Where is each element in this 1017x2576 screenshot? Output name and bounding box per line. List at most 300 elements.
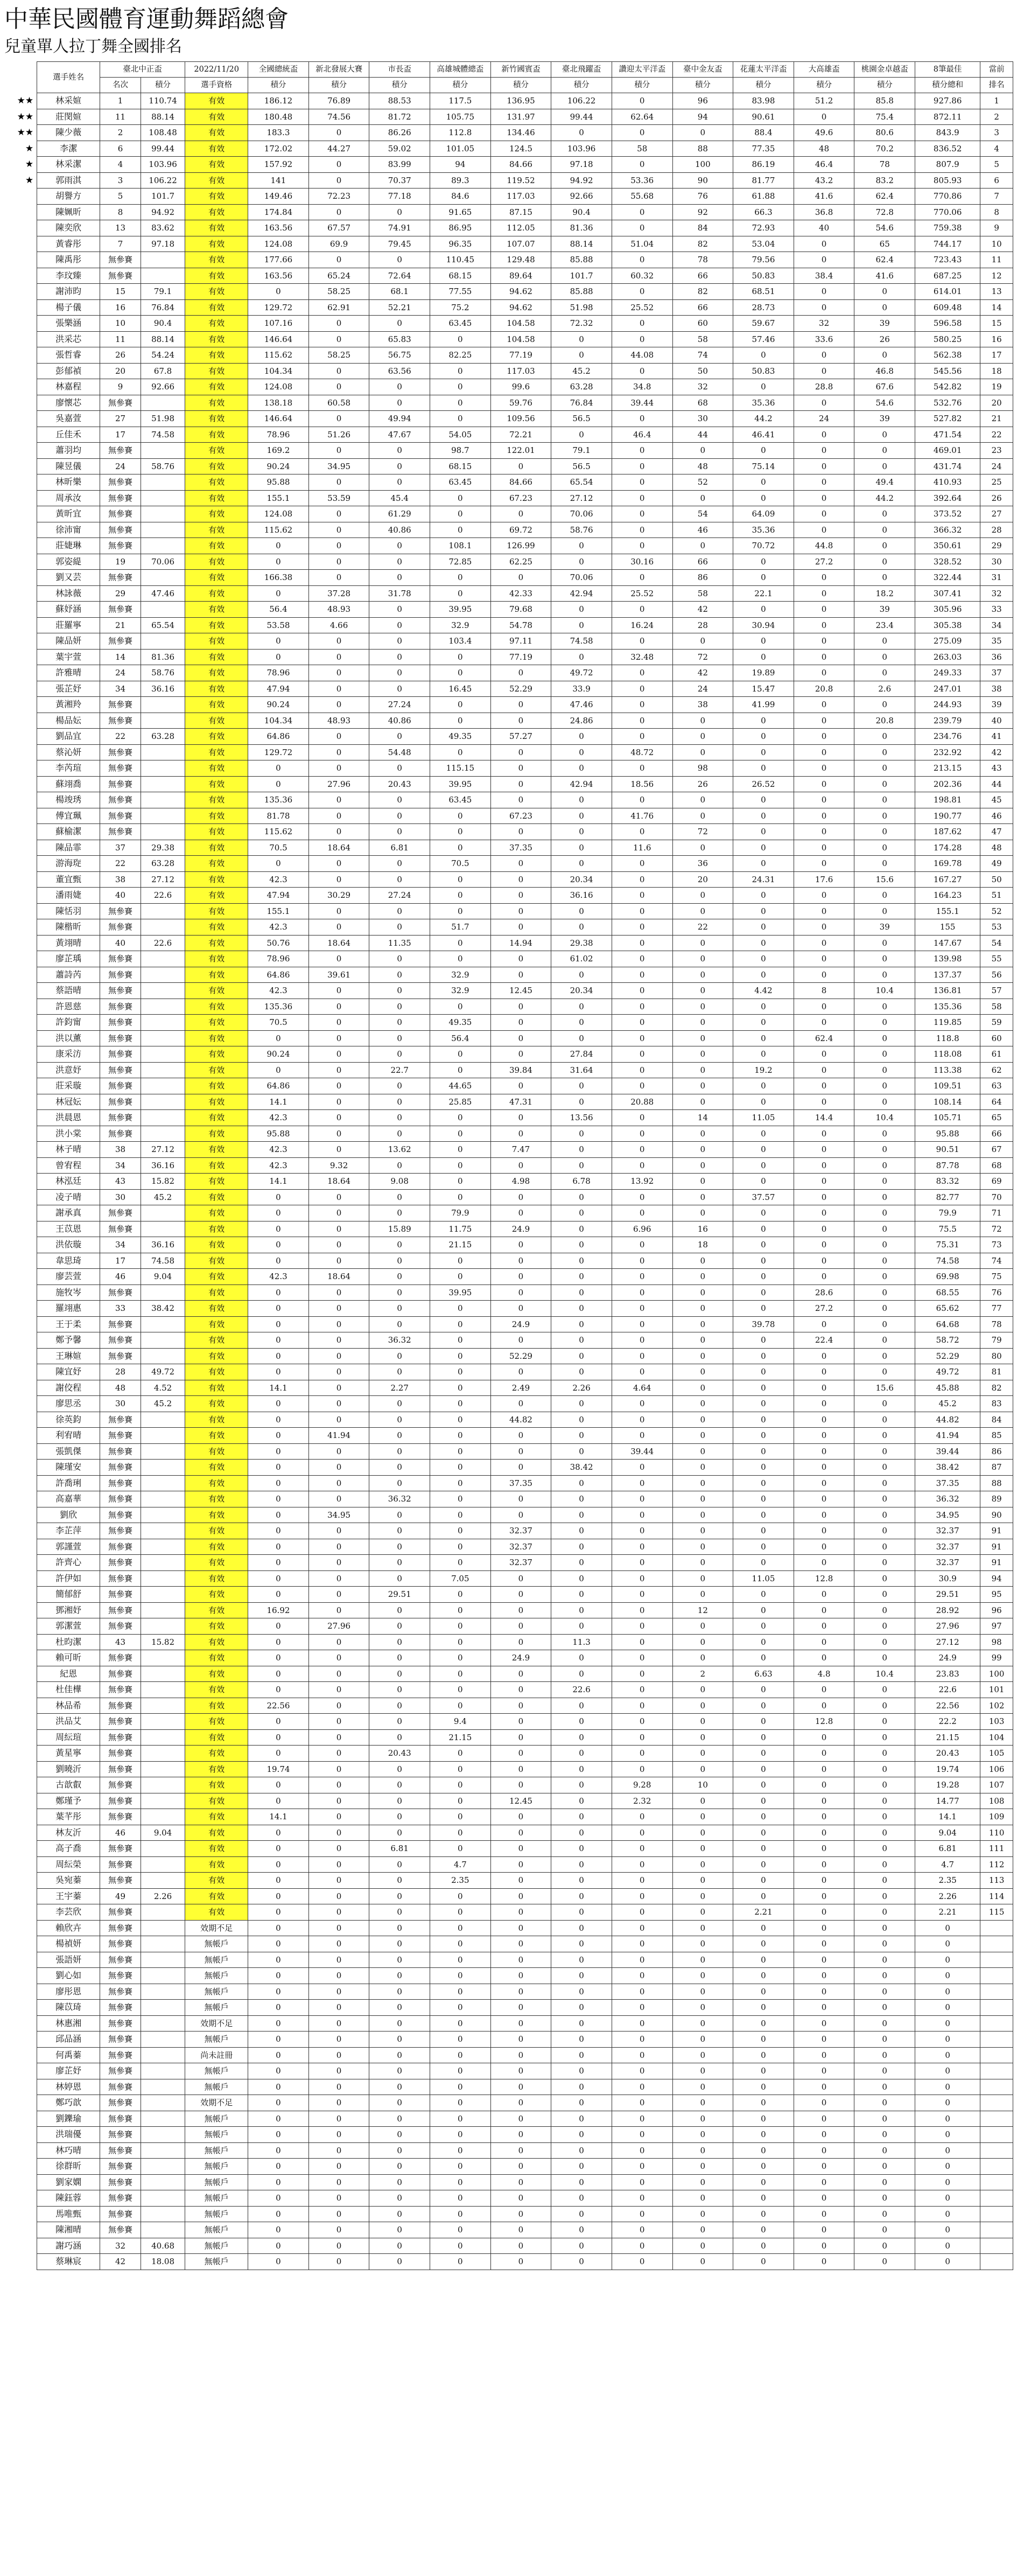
ranking-stars xyxy=(4,554,37,570)
event-score-cell: 0 xyxy=(369,1984,430,2000)
table-row xyxy=(4,1380,1013,1396)
event-score-cell: 0 xyxy=(854,1904,915,1921)
event-score-cell: 22.1 xyxy=(733,585,794,602)
event-score-cell: 0 xyxy=(248,1189,309,1205)
qualification-status: 有效 xyxy=(185,125,248,141)
event-score-cell: 0 xyxy=(612,1396,672,1412)
ranking-stars xyxy=(4,1126,37,1142)
event-score-cell: 106.22 xyxy=(551,93,612,109)
total-score: 307.41 xyxy=(915,585,980,602)
event-score-cell: 0 xyxy=(672,1157,733,1174)
event-score-cell: 0 xyxy=(733,1746,794,1762)
event-score-cell: 31.64 xyxy=(551,1062,612,1078)
event-score-cell: 0 xyxy=(369,2047,430,2063)
event-score-cell: 0 xyxy=(308,1142,369,1158)
event-score-cell: 0 xyxy=(733,935,794,951)
event-score-cell: 0 xyxy=(430,1904,491,1921)
event-score-cell: 0 xyxy=(308,2254,369,2270)
current-rank xyxy=(980,1984,1013,2000)
ranking-stars xyxy=(4,1873,37,1889)
taipei-cup-score xyxy=(141,506,185,522)
athlete-name: 徐英鈞 xyxy=(37,1412,100,1428)
event-score-cell: 0 xyxy=(672,1428,733,1444)
ranking-stars xyxy=(4,585,37,602)
table-row xyxy=(4,1602,1013,1618)
event-score-cell: 0 xyxy=(430,1698,491,1714)
event-score-cell: 23.4 xyxy=(854,617,915,633)
current-rank: 59 xyxy=(980,1015,1013,1031)
total-score: 139.98 xyxy=(915,951,980,967)
event-score-cell: 0 xyxy=(430,363,491,379)
event-score-cell: 0 xyxy=(672,2142,733,2159)
table-row xyxy=(4,681,1013,697)
event-score-cell: 0 xyxy=(612,1015,672,1031)
event-score-cell: 42 xyxy=(672,602,733,618)
event-header: 花蓮太平洋盃 xyxy=(733,62,794,78)
taipei-cup-rank: 無參賽 xyxy=(100,1094,141,1110)
event-score-cell: 32.37 xyxy=(490,1523,551,1539)
qualification-status: 有效 xyxy=(185,649,248,665)
athlete-name: 林子晴 xyxy=(37,1142,100,1158)
event-score-cell: 39.61 xyxy=(308,967,369,983)
event-score-cell: 34.8 xyxy=(612,379,672,395)
ranking-stars xyxy=(4,427,37,443)
event-score-cell: 0 xyxy=(551,1952,612,1968)
event-score-cell: 172.02 xyxy=(248,141,309,157)
total-score: 328.52 xyxy=(915,554,980,570)
event-score-cell: 0 xyxy=(248,554,309,570)
event-score-cell: 0 xyxy=(854,1094,915,1110)
ranking-stars xyxy=(4,570,37,586)
event-score-cell: 0 xyxy=(672,1364,733,1380)
event-score-cell: 0 xyxy=(248,1237,309,1253)
event-score-cell: 0 xyxy=(430,1428,491,1444)
event-score-cell: 0 xyxy=(369,1348,430,1364)
event-score-cell: 0 xyxy=(369,2206,430,2222)
event-score-cell: 0 xyxy=(308,1094,369,1110)
event-score-cell: 0 xyxy=(490,1126,551,1142)
total-score: 614.01 xyxy=(915,284,980,300)
taipei-cup-rank: 40 xyxy=(100,888,141,904)
event-score-cell: 0 xyxy=(490,1714,551,1730)
taipei-cup-rank: 43 xyxy=(100,1634,141,1650)
taipei-cup-score xyxy=(141,1221,185,1237)
event-score-cell: 0 xyxy=(733,760,794,777)
event-score-cell: 57.27 xyxy=(490,729,551,745)
athlete-name: 高嘉華 xyxy=(37,1491,100,1507)
table-row xyxy=(4,363,1013,379)
event-score-cell: 0 xyxy=(551,1428,612,1444)
total-score: 596.58 xyxy=(915,316,980,332)
event-score-cell: 0 xyxy=(672,2159,733,2175)
taipei-cup-rank: 無參賽 xyxy=(100,2095,141,2111)
current-rank: 31 xyxy=(980,570,1013,586)
event-score-cell: 0 xyxy=(308,2238,369,2254)
event-score-cell: 14.1 xyxy=(248,1094,309,1110)
event-score-cell: 0 xyxy=(308,649,369,665)
event-score-cell: 0 xyxy=(308,1729,369,1746)
event-score-cell: 0 xyxy=(308,1237,369,1253)
event-score-cell: 58.25 xyxy=(308,284,369,300)
event-score-cell: 0 xyxy=(430,1174,491,1190)
taipei-cup-score xyxy=(141,1904,185,1921)
event-score-cell: 6.63 xyxy=(733,1666,794,1682)
total-score: 24.9 xyxy=(915,1650,980,1666)
event-score-cell: 0 xyxy=(490,1952,551,1968)
taipei-cup-score: 54.24 xyxy=(141,347,185,364)
event-score-cell: 0 xyxy=(430,1666,491,1682)
taipei-cup-score xyxy=(141,1809,185,1825)
event-score-cell: 0 xyxy=(854,903,915,919)
event-score-cell: 8 xyxy=(794,983,854,999)
event-score-cell: 0 xyxy=(308,1030,369,1046)
current-rank: 67 xyxy=(980,1142,1013,1158)
event-score-cell: 0 xyxy=(854,1856,915,1873)
event-score-cell: 0 xyxy=(248,1904,309,1921)
current-rank: 19 xyxy=(980,379,1013,395)
table-row xyxy=(4,1157,1013,1174)
event-score-cell: 41.6 xyxy=(854,268,915,284)
event-score-cell: 42.33 xyxy=(490,585,551,602)
event-score-cell: 155.1 xyxy=(248,490,309,506)
event-score-cell: 115.62 xyxy=(248,347,309,364)
event-score-cell: 0 xyxy=(551,2127,612,2143)
event-score-cell: 0 xyxy=(794,1428,854,1444)
event-score-cell: 0 xyxy=(672,1746,733,1762)
event-score-cell: 81.77 xyxy=(733,172,794,189)
ranking-stars xyxy=(4,411,37,427)
event-score-cell: 0 xyxy=(672,1301,733,1317)
event-score-cell: 0 xyxy=(794,490,854,506)
event-score-cell: 0 xyxy=(733,967,794,983)
current-rank: 22 xyxy=(980,427,1013,443)
event-score-cell: 0 xyxy=(369,2095,430,2111)
taipei-cup-rank: 33 xyxy=(100,1301,141,1317)
event-score-cell: 39 xyxy=(854,316,915,332)
ranking-stars xyxy=(4,1205,37,1221)
event-score-cell: 0 xyxy=(369,856,430,872)
event-score-cell: 0 xyxy=(369,1618,430,1635)
event-score-cell: 0 xyxy=(369,554,430,570)
event-header: 市長盃 xyxy=(369,62,430,78)
qualification-status: 有效 xyxy=(185,1078,248,1094)
event-score-cell: 0 xyxy=(369,1284,430,1301)
table-row xyxy=(4,2063,1013,2079)
event-score-cell: 81.78 xyxy=(248,808,309,824)
ranking-stars: ★★ xyxy=(17,95,34,107)
event-score-cell: 0 xyxy=(612,983,672,999)
taipei-cup-score: 29.38 xyxy=(141,840,185,856)
event-score-cell: 78.96 xyxy=(248,951,309,967)
event-score-cell: 81.36 xyxy=(551,220,612,236)
event-score-cell: 0 xyxy=(430,1396,491,1412)
athlete-name: 葉宇萱 xyxy=(37,649,100,665)
event-score-cell: 0 xyxy=(794,840,854,856)
total-score: 562.38 xyxy=(915,347,980,364)
event-score-cell: 0 xyxy=(430,1841,491,1857)
event-score-cell: 0 xyxy=(369,729,430,745)
ranking-stars: ★★ xyxy=(17,127,34,138)
current-rank: 101 xyxy=(980,1682,1013,1698)
qualification-status: 有效 xyxy=(185,776,248,792)
event-score-cell: 0 xyxy=(733,1142,794,1158)
event-score-cell: 0 xyxy=(854,1602,915,1618)
event-score-cell: 0 xyxy=(854,1015,915,1031)
event-score-cell: 94.62 xyxy=(490,299,551,316)
athlete-name: 許齊心 xyxy=(37,1555,100,1571)
event-score-cell: 27.96 xyxy=(308,1618,369,1635)
athlete-name: 楊子儀 xyxy=(37,299,100,316)
event-score-cell: 110.45 xyxy=(430,252,491,268)
event-score-cell: 0 xyxy=(308,1460,369,1476)
event-score-cell: 42 xyxy=(672,665,733,681)
taipei-cup-rank: 無參賽 xyxy=(100,951,141,967)
taipei-cup-rank: 無參賽 xyxy=(100,2159,141,2175)
taipei-cup-score xyxy=(141,1650,185,1666)
event-score-cell: 0 xyxy=(794,602,854,618)
event-score-cell: 0 xyxy=(854,1301,915,1317)
total-score: 68.55 xyxy=(915,1284,980,1301)
event-score-cell: 0 xyxy=(430,1460,491,1476)
taipei-cup-score: 58.76 xyxy=(141,665,185,681)
event-score-cell: 96 xyxy=(672,93,733,109)
event-score-cell: 0 xyxy=(672,967,733,983)
event-score-cell: 0 xyxy=(551,2015,612,2032)
event-score-cell: 59.02 xyxy=(369,141,430,157)
event-score-cell: 0 xyxy=(794,1841,854,1857)
event-score-header: 積分 xyxy=(248,78,309,93)
total-score: 45.88 xyxy=(915,1380,980,1396)
taipei-cup-rank: 無參賽 xyxy=(100,1348,141,1364)
total-score: 44.82 xyxy=(915,1412,980,1428)
event-score-cell: 4.42 xyxy=(733,983,794,999)
event-score-cell: 0 xyxy=(854,649,915,665)
event-score-cell: 0 xyxy=(369,1634,430,1650)
table-row xyxy=(4,1507,1013,1523)
event-score-cell: 0 xyxy=(733,1793,794,1809)
event-score-cell: 0 xyxy=(672,2127,733,2143)
event-score-cell: 54 xyxy=(672,506,733,522)
event-score-cell: 31.78 xyxy=(369,585,430,602)
current-rank: 63 xyxy=(980,1078,1013,1094)
current-rank: 8 xyxy=(980,204,1013,220)
event-score-cell: 0 xyxy=(551,1841,612,1857)
event-score-cell: 0 xyxy=(794,2079,854,2095)
current-rank: 29 xyxy=(980,538,1013,554)
event-score-cell: 83.99 xyxy=(369,157,430,173)
table-row xyxy=(4,697,1013,713)
event-score-cell: 0 xyxy=(612,570,672,586)
taipei-cup-score xyxy=(141,1015,185,1031)
event-score-cell: 64.09 xyxy=(733,506,794,522)
taipei-cup-rank: 49 xyxy=(100,1888,141,1904)
event-score-cell: 0 xyxy=(308,157,369,173)
event-score-cell: 0 xyxy=(612,2174,672,2190)
athlete-name: 游海琁 xyxy=(37,856,100,872)
event-score-cell: 0 xyxy=(733,1634,794,1650)
total-score: 79.9 xyxy=(915,1205,980,1221)
event-score-cell: 0 xyxy=(248,1221,309,1237)
table-row xyxy=(4,1873,1013,1889)
event-score-cell: 0 xyxy=(551,1523,612,1539)
event-score-cell: 0 xyxy=(551,1650,612,1666)
event-score-cell: 0 xyxy=(672,808,733,824)
taipei-cup-score xyxy=(141,1729,185,1746)
ranking-stars xyxy=(4,522,37,538)
event-score-cell: 0 xyxy=(672,1936,733,1952)
qualification-status: 有效 xyxy=(185,1729,248,1746)
taipei-cup-score xyxy=(141,792,185,808)
event-score-cell: 0 xyxy=(248,1348,309,1364)
event-score-cell: 0 xyxy=(733,1682,794,1698)
event-score-cell: 0 xyxy=(854,1030,915,1046)
taipei-cup-score xyxy=(141,1555,185,1571)
event-score-cell: 0 xyxy=(672,1523,733,1539)
athlete-name: 蔡沁妍 xyxy=(37,744,100,760)
event-score-cell: 79.56 xyxy=(733,252,794,268)
event-score-cell: 0 xyxy=(794,713,854,729)
event-score-cell: 12.45 xyxy=(490,1793,551,1809)
qualification-status: 有效 xyxy=(185,1412,248,1428)
ranking-stars: ★ xyxy=(25,174,34,186)
event-score-cell: 0 xyxy=(854,1793,915,1809)
taipei-cup-score xyxy=(141,474,185,491)
event-score-cell: 33.6 xyxy=(794,331,854,347)
event-score-cell: 0 xyxy=(490,1030,551,1046)
current-rank: 17 xyxy=(980,347,1013,364)
athlete-name: 鄭巧歆 xyxy=(37,2095,100,2111)
event-score-cell: 0 xyxy=(854,1412,915,1428)
event-score-cell: 0 xyxy=(854,840,915,856)
table-row xyxy=(4,522,1013,538)
event-score-cell: 0 xyxy=(369,983,430,999)
ranking-stars xyxy=(4,760,37,777)
athlete-name: 陳品霏 xyxy=(37,840,100,856)
event-score-cell: 0 xyxy=(672,538,733,554)
event-score-cell: 0 xyxy=(733,1443,794,1460)
event-score-cell: 0 xyxy=(308,570,369,586)
table-row xyxy=(4,967,1013,983)
total-score: 6.81 xyxy=(915,1841,980,1857)
ranking-stars xyxy=(4,1332,37,1349)
athlete-name: 蕭羽均 xyxy=(37,443,100,459)
table-row xyxy=(4,1078,1013,1094)
event-score-cell: 0 xyxy=(430,1142,491,1158)
current-rank: 53 xyxy=(980,919,1013,936)
event-score-cell: 59.76 xyxy=(490,395,551,411)
qualification-status: 有效 xyxy=(185,713,248,729)
qualification-status: 有效 xyxy=(185,443,248,459)
qualification-status: 有效 xyxy=(185,1746,248,1762)
event-score-cell: 0 xyxy=(308,2079,369,2095)
event-score-cell: 0 xyxy=(430,379,491,395)
ranking-stars xyxy=(4,1936,37,1952)
event-score-cell: 0 xyxy=(854,1570,915,1587)
qualification-status: 有效 xyxy=(185,808,248,824)
event-score-cell: 61.02 xyxy=(551,951,612,967)
event-score-cell: 0 xyxy=(854,1460,915,1476)
qualification-status: 有效 xyxy=(185,760,248,777)
qualification-status: 有效 xyxy=(185,729,248,745)
event-score-cell: 0 xyxy=(490,903,551,919)
taipei-cup-score: 74.58 xyxy=(141,1253,185,1269)
event-score-cell: 0 xyxy=(248,1396,309,1412)
taipei-cup-score: 45.2 xyxy=(141,1396,185,1412)
total-score: 39.44 xyxy=(915,1443,980,1460)
athlete-name: 楊品妘 xyxy=(37,713,100,729)
event-score-cell: 10.4 xyxy=(854,1110,915,1126)
event-score-cell: 36.16 xyxy=(551,888,612,904)
event-score-cell: 0 xyxy=(369,1729,430,1746)
event-score-cell: 20.34 xyxy=(551,871,612,888)
event-score-cell: 20.8 xyxy=(854,713,915,729)
event-score-cell: 0 xyxy=(854,2032,915,2048)
current-rank xyxy=(980,1952,1013,1968)
event-score-cell: 0 xyxy=(490,2095,551,2111)
event-score-cell: 58 xyxy=(672,585,733,602)
event-score-cell: 0 xyxy=(854,729,915,745)
athlete-name: 陳奕欣 xyxy=(37,220,100,236)
event-score-cell: 10 xyxy=(672,1777,733,1793)
taipei-cup-rank: 無參賽 xyxy=(100,1650,141,1666)
event-score-cell: 0 xyxy=(308,2095,369,2111)
event-score-cell: 0 xyxy=(308,1570,369,1587)
event-score-cell: 0 xyxy=(308,2015,369,2032)
ranking-stars xyxy=(4,1316,37,1332)
header-row-2 xyxy=(4,78,1013,93)
table-row xyxy=(4,1348,1013,1364)
event-score-cell: 0 xyxy=(612,1316,672,1332)
qualification-status: 無帳戶 xyxy=(185,2222,248,2238)
event-score-cell: 0 xyxy=(369,458,430,474)
event-score-cell: 0 xyxy=(794,1126,854,1142)
event-score-cell: 48 xyxy=(794,141,854,157)
event-score-cell: 0 xyxy=(733,1873,794,1889)
event-score-cell: 0 xyxy=(794,1602,854,1618)
event-score-cell: 0 xyxy=(369,204,430,220)
event-score-cell: 0 xyxy=(854,1936,915,1952)
event-score-cell: 0 xyxy=(794,1364,854,1380)
total-score: 155.1 xyxy=(915,903,980,919)
ranking-stars xyxy=(4,347,37,364)
taipei-cup-rank: 無參賽 xyxy=(100,2015,141,2032)
event-score-cell: 0 xyxy=(369,2174,430,2190)
event-score-cell: 0 xyxy=(612,252,672,268)
event-score-cell: 0 xyxy=(551,1189,612,1205)
event-score-cell: 35.36 xyxy=(733,395,794,411)
event-header: 大高雄盃 xyxy=(794,62,854,78)
table-row xyxy=(4,2142,1013,2159)
athlete-name: 林巧晴 xyxy=(37,2142,100,2159)
event-score-cell: 0 xyxy=(308,2127,369,2143)
event-score-cell: 64.86 xyxy=(248,967,309,983)
event-score-cell: 0 xyxy=(612,967,672,983)
event-score-cell: 88.4 xyxy=(733,125,794,141)
total-score: 244.93 xyxy=(915,697,980,713)
event-score-cell: 0 xyxy=(794,347,854,364)
event-score-cell: 0 xyxy=(308,983,369,999)
event-score-cell: 87.15 xyxy=(490,204,551,220)
taipei-cup-score: 83.62 xyxy=(141,220,185,236)
taipei-cup-score xyxy=(141,697,185,713)
event-score-cell: 0 xyxy=(490,1920,551,1936)
event-score-cell: 0 xyxy=(369,871,430,888)
qualification-status: 有效 xyxy=(185,856,248,872)
taipei-cup-rank: 無參賽 xyxy=(100,506,141,522)
total-score: 65.62 xyxy=(915,1301,980,1317)
current-rank: 11 xyxy=(980,252,1013,268)
event-score-cell: 0 xyxy=(430,331,491,347)
